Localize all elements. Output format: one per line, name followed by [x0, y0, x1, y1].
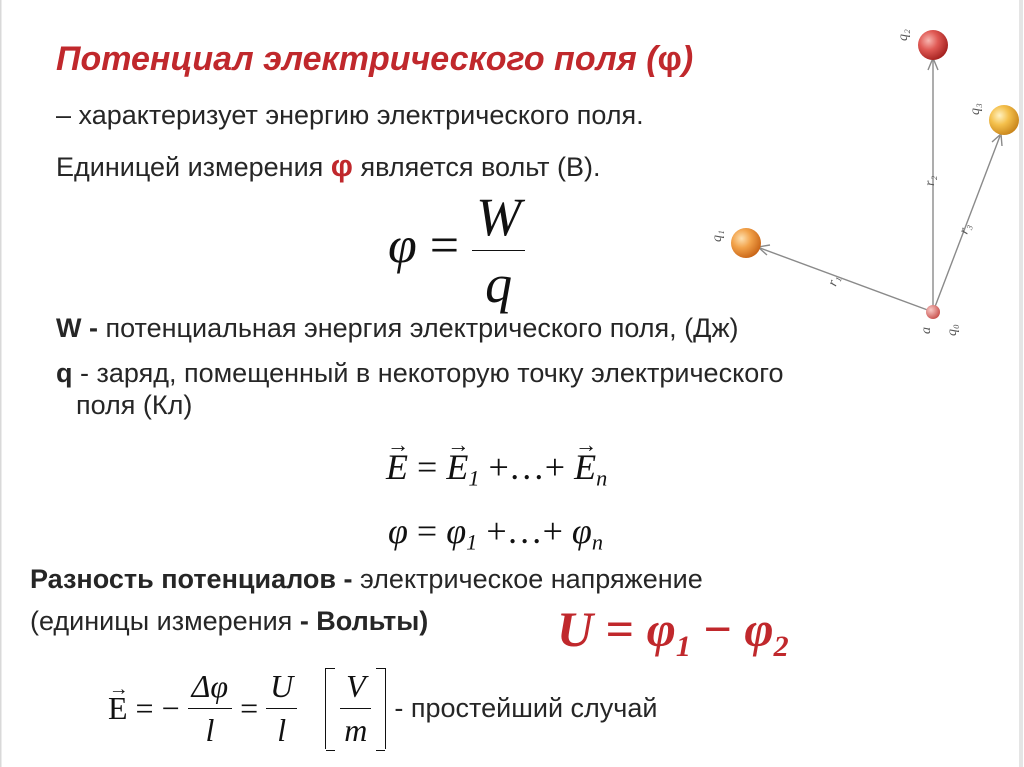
definition-q [56, 358, 783, 389]
unit-line [56, 148, 601, 184]
field-formula-note: - простейший случай [394, 693, 658, 723]
formula-e-term1: → E [446, 446, 468, 488]
voltage-formula [557, 600, 789, 664]
label-q3: q₃ [968, 103, 983, 115]
formula-phi-sum-term2: φ [571, 511, 592, 551]
unit-line-after: является вольт (В). [352, 152, 601, 182]
title-text: Потенциал электрического поля ( [56, 40, 658, 78]
potential-difference-term: Разность потенциалов - [30, 564, 353, 594]
label-r1: r₁ [825, 273, 843, 289]
formula-field-superposition [386, 446, 607, 492]
formula-e-plus: +…+ [488, 447, 566, 487]
definition-w [56, 313, 739, 344]
charge-q2 [918, 30, 948, 60]
charge-q3 [989, 105, 1019, 135]
voltage-formula-sub1: 1 [675, 630, 691, 663]
units-volts-text: (единицы измерения [30, 606, 300, 636]
formula-phi-numerator: W [476, 187, 522, 247]
label-r3: r₃ [956, 221, 975, 237]
formula-phi-w-q [388, 186, 525, 315]
formula-phi-sum-plus: +…+ [486, 511, 563, 551]
unit-denominator: m [344, 712, 368, 748]
field-formula-lhs: → E [108, 690, 128, 727]
formula-phi-sum-sub2: n [591, 529, 603, 555]
title-phi-symbol: φ [657, 40, 682, 78]
field-formula-eq2: = [240, 690, 259, 726]
unit-numerator: V [346, 668, 366, 704]
formula-phi-sum-sub1: 1 [466, 529, 478, 555]
formula-e-eq: = [417, 447, 438, 487]
field-strength-formula [108, 668, 657, 749]
formula-phi-eq: = [429, 217, 460, 275]
field-formula-den1: l [205, 712, 215, 748]
definition-q-symbol: q [56, 358, 73, 388]
formula-phi-sum-eq: = [416, 511, 438, 551]
formula-e-lhs: → E [386, 446, 408, 488]
field-formula-den2: l [277, 712, 287, 748]
unit-line-phi: φ [330, 148, 353, 183]
formula-phi-sum-lhs: φ [388, 511, 408, 551]
potential-difference-text: электрическое напряжение [352, 564, 703, 594]
charge-q1 [731, 228, 761, 258]
potential-difference-line [30, 564, 703, 595]
units-volts-line [30, 606, 428, 637]
charge-q0 [926, 305, 940, 319]
definition-w-text: потенциальная энергия электрического поля, (Дж) [97, 313, 739, 343]
field-formula-num1: Δφ [191, 668, 229, 704]
label-q0: q₀ [945, 324, 960, 336]
formula-phi-denominator: q [485, 254, 513, 314]
field-formula-num2: U [270, 668, 294, 704]
voltage-formula-lhs: U [557, 601, 594, 657]
label-q2: q₂ [896, 29, 911, 41]
field-formula-eq1: = − [135, 690, 180, 726]
slide-title [56, 40, 693, 79]
definition-w-symbol: W - [56, 313, 98, 343]
formula-potential-superposition [388, 510, 603, 556]
description-line: – характеризует энергию электрического поля. [56, 100, 644, 130]
units-volts-bold: - Вольты) [299, 606, 429, 636]
label-r2: r₂ [923, 175, 938, 186]
unit-bracket [325, 668, 386, 749]
formula-e-sub1: 1 [468, 465, 480, 491]
label-q1: q₁ [710, 230, 725, 242]
formula-e-term2: → E [574, 446, 596, 488]
formula-phi-sum-term1: φ [446, 511, 467, 551]
formula-phi-lhs: φ [388, 217, 417, 275]
title-close: ) [681, 40, 694, 78]
charges-diagram [700, 12, 1020, 352]
formula-e-sub2: n [596, 465, 608, 491]
voltage-formula-sub2: 2 [773, 630, 789, 663]
definition-q-text: - заряд, помещенный в некоторую точку электрического [72, 358, 784, 388]
voltage-formula-phi1: φ [646, 601, 676, 657]
vector-r1 [760, 248, 933, 312]
label-point-a: a [919, 327, 934, 334]
definition-q-continued: поля (Кл) [76, 390, 193, 420]
voltage-formula-eq: = [593, 601, 647, 657]
voltage-formula-phi2: φ [744, 601, 774, 657]
unit-line-before: Единицей измерения [56, 152, 331, 182]
voltage-formula-minus: − [690, 601, 745, 657]
